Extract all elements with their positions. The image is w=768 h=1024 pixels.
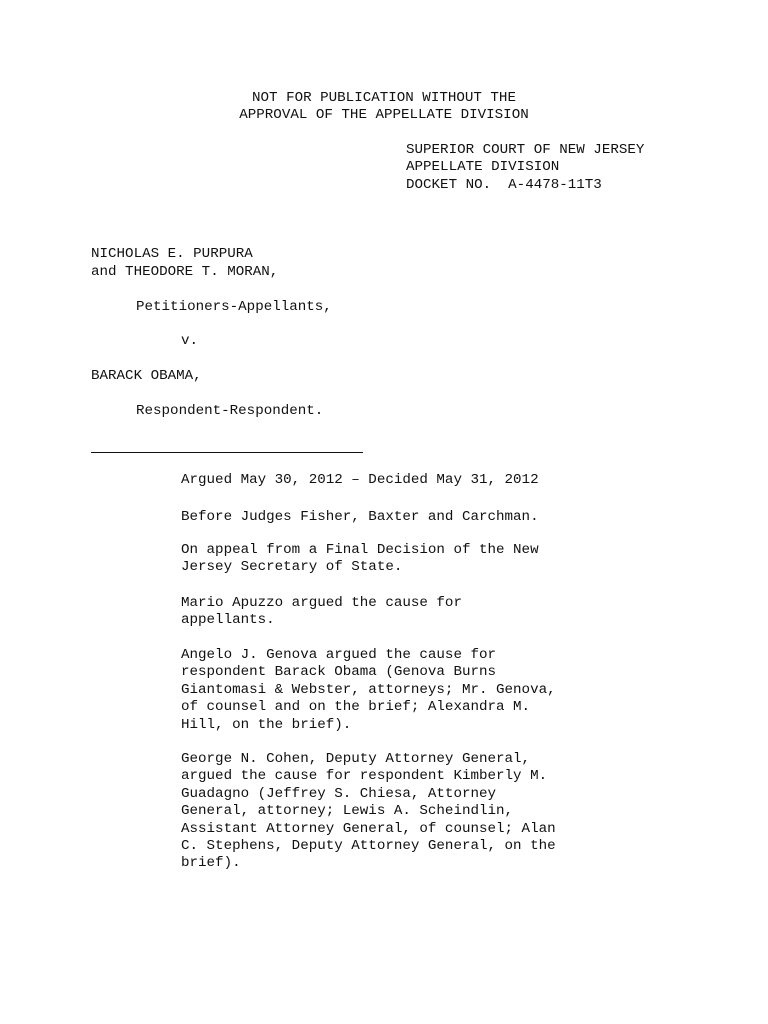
paragraph-line: Giantomasi & Webster, attorneys; Mr. Genova, [181, 681, 556, 698]
court-name: SUPERIOR COURT OF NEW JERSEY [406, 142, 645, 158]
paragraph-line: argued the cause for respondent Kimberly M. [181, 768, 548, 785]
state-counsel-paragraph [181, 751, 601, 873]
publication-notice [0, 90, 768, 125]
petitioner-role: Petitioners-Appellants, [136, 299, 332, 315]
paragraph-line: General, attorney; Lewis A. Scheindlin, [181, 803, 514, 820]
judges-line: Before Judges Fisher, Baxter and Carchman. [181, 509, 539, 525]
paragraph-line: George N. Cohen, Deputy Attorney General, [181, 751, 531, 767]
paragraph-line: C. Stephens, Deputy Attorney General, on the [181, 838, 556, 855]
petitioner-name-line: and THEODORE T. MORAN, [91, 264, 279, 280]
respondent-role: Respondent-Respondent. [136, 403, 324, 419]
paragraph-line: Jersey Secretary of State. [181, 559, 403, 576]
respondent-name: BARACK OBAMA, [91, 368, 202, 384]
paragraph-line: Mario Apuzzo argued the cause for [181, 595, 462, 611]
paragraph-line: On appeal from a Final Decision of the New [181, 542, 539, 558]
caption-divider [91, 452, 363, 453]
respondent-counsel-paragraph [181, 647, 601, 734]
appellant-counsel-paragraph [181, 595, 601, 630]
docket-number: DOCKET NO. A-4478-11T3 [406, 176, 602, 193]
petitioner-name-line: NICHOLAS E. PURPURA [91, 246, 253, 262]
paragraph-line: appellants. [181, 612, 275, 629]
publication-notice-line: APPROVAL OF THE APPELLATE DIVISION [239, 107, 529, 124]
publication-notice-line: NOT FOR PUBLICATION WITHOUT THE [252, 90, 516, 106]
argued-decided-line: Argued May 30, 2012 – Decided May 31, 2012 [181, 472, 539, 488]
paragraph-line: Hill, on the brief). [181, 716, 352, 733]
versus-label: v. [181, 333, 199, 349]
paragraph-line: respondent Barack Obama (Genova Burns [181, 664, 497, 681]
paragraph-line: Angelo J. Genova argued the cause for [181, 647, 497, 663]
paragraph-line: Assistant Attorney General, of counsel; Alan [181, 820, 556, 837]
appeal-paragraph [181, 542, 601, 577]
paragraph-line: Guadagno (Jeffrey S. Chiesa, Attorney [181, 785, 497, 802]
paragraph-line: of counsel and on the brief; Alexandra M. [181, 699, 531, 716]
paragraph-line: brief). [181, 855, 241, 872]
court-division: APPELLATE DIVISION [406, 159, 560, 176]
court-block [406, 142, 746, 194]
